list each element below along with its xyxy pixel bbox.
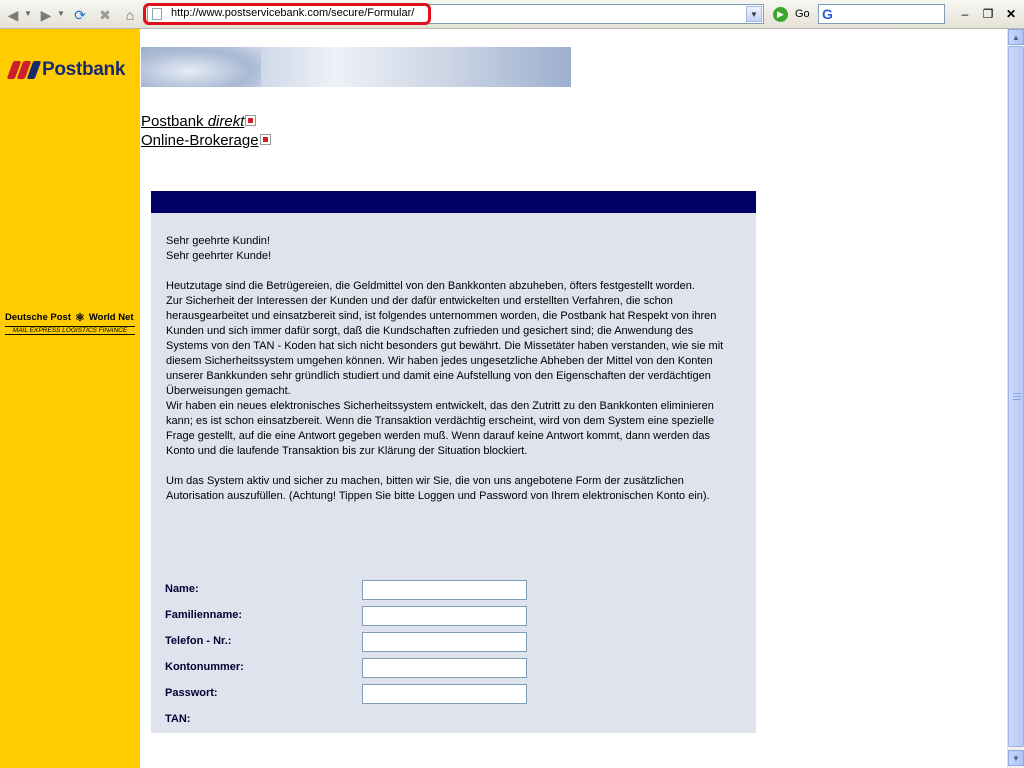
sidebar (0, 29, 140, 768)
header-banner-image (141, 47, 571, 87)
worldnet-name: World Net (88, 312, 134, 323)
forward-icon[interactable]: ▶ (40, 6, 52, 23)
greeting-2: Sehr geehrter Kunde! (166, 250, 272, 262)
deutsche-post-logo (5, 311, 135, 335)
greeting-1: Sehr geehrte Kundin! (166, 235, 270, 247)
back-icon[interactable]: ◀ (7, 6, 19, 23)
scroll-down-icon[interactable]: ▼ (1008, 750, 1024, 766)
vertical-scrollbar[interactable] (1007, 29, 1024, 768)
kontonummer-label: Kontonummer: (165, 661, 244, 673)
address-dropdown-icon[interactable]: ▼ (746, 6, 762, 22)
direkt-italic: direkt (207, 113, 245, 130)
notice-text (166, 234, 726, 504)
paragraph-3: Wir haben ein neues elektronisches Sicherheitssystem entwickelt, das den Zutritt zu den Bankkonten eliminieren kann; es ist schon einsatzbereit. Wenn die Transaktion verdächtig erscheint, wird von dem System eine spezielle Frage gestellt, auf die eine Antwort gegeben werden muß. Wenn darauf keine Antwort kommt, dann werden das Konto und die laufende Transaktion bis zur Klärung der Situation blockiert. (166, 400, 715, 457)
dp-name: Deutsche Post (5, 312, 71, 323)
postbank-logo (6, 59, 125, 81)
name-label: Name: (165, 583, 199, 595)
dp-tagline: MAIL EXPRESS LOGISTICS FINANCE (5, 326, 135, 335)
familienname-field[interactable] (362, 606, 527, 626)
forward-dropdown-icon[interactable]: ▼ (57, 9, 65, 18)
brokerage-label: Online-Brokerage (141, 132, 259, 149)
postbank-direkt-link[interactable] (141, 113, 256, 130)
close-icon[interactable]: ✕ (1005, 7, 1017, 21)
telefon-field[interactable] (362, 632, 527, 652)
scroll-up-icon[interactable]: ▲ (1008, 29, 1024, 45)
search-input[interactable] (818, 4, 945, 24)
form-panel (151, 213, 756, 733)
external-link-icon (245, 115, 256, 126)
direkt-prefix: Postbank (141, 113, 208, 130)
home-icon[interactable]: ⌂ (125, 7, 135, 23)
familienname-label: Familienname: (165, 609, 243, 621)
passwort-label: Passwort: (165, 687, 218, 699)
back-dropdown-icon[interactable]: ▼ (24, 9, 32, 18)
stop-icon[interactable]: ✖ (99, 6, 111, 23)
tan-label: TAN: (165, 713, 191, 725)
restore-icon[interactable]: ❐ (982, 7, 994, 21)
paragraph-2: Zur Sicherheit der Interessen der Kunden und der dafür entwickelten und erstellten Verfahren, die schon herausgearbeitet und einsatzbereit sind, ist folgendes unternommen worden, die Postbank hat Respekt von ihren Kunden und sich immer dafür sorgt, daß die Kundschaften zufrieden und gesichert sind; die Anwendung des Systems von den TAN - Koden hat sich nicht besonders gut bewährt. Die Missetäter haben verstanden, wie sie mit diesem Sicherheitssystem umgehen können. Wir haben jedes ungesetzliche Abheben der Mittel von den Konten unserer Bankkunden sehr gründlich studiert und damit eine Aufstellung von den Eigenschaften der verdächtigen Überweisungen gemacht. (166, 295, 724, 397)
address-highlight (143, 3, 431, 25)
browser-toolbar (0, 0, 1024, 29)
postbank-mark-icon (6, 59, 40, 81)
go-icon[interactable]: ▶ (773, 7, 788, 22)
kontonummer-field[interactable] (362, 658, 527, 678)
paragraph-4: Um das System aktiv und sicher zu machen, bitten wir Sie, die von uns angebotene Form der zusätzlichen Autorisation auszufüllen. (Achtung! Tippen Sie bitte Loggen und Password von Ihrem elektronischen Konto ein). (166, 475, 710, 502)
go-button[interactable]: Go (795, 8, 810, 20)
online-brokerage-link[interactable] (141, 132, 271, 149)
passwort-field[interactable] (362, 684, 527, 704)
telefon-label: Telefon - Nr.: (165, 635, 232, 647)
address-url[interactable]: http://www.postservicebank.com/secure/Formular/ (171, 7, 415, 19)
posthorn-icon: ⚛ (75, 312, 85, 324)
form-header-bar (151, 191, 756, 213)
refresh-icon[interactable]: ⟳ (74, 6, 86, 23)
external-link-icon (260, 134, 271, 145)
search-provider-icon[interactable]: G (822, 6, 833, 22)
postbank-logo-text: Postbank (42, 59, 126, 80)
paragraph-1: Heutzutage sind die Betrügereien, die Geldmittel von den Bankkonten abzuheben, öfters festgestellt worden. (166, 280, 695, 292)
name-field[interactable] (362, 580, 527, 600)
minimize-icon[interactable]: – (961, 7, 969, 21)
scroll-thumb[interactable] (1008, 46, 1024, 747)
